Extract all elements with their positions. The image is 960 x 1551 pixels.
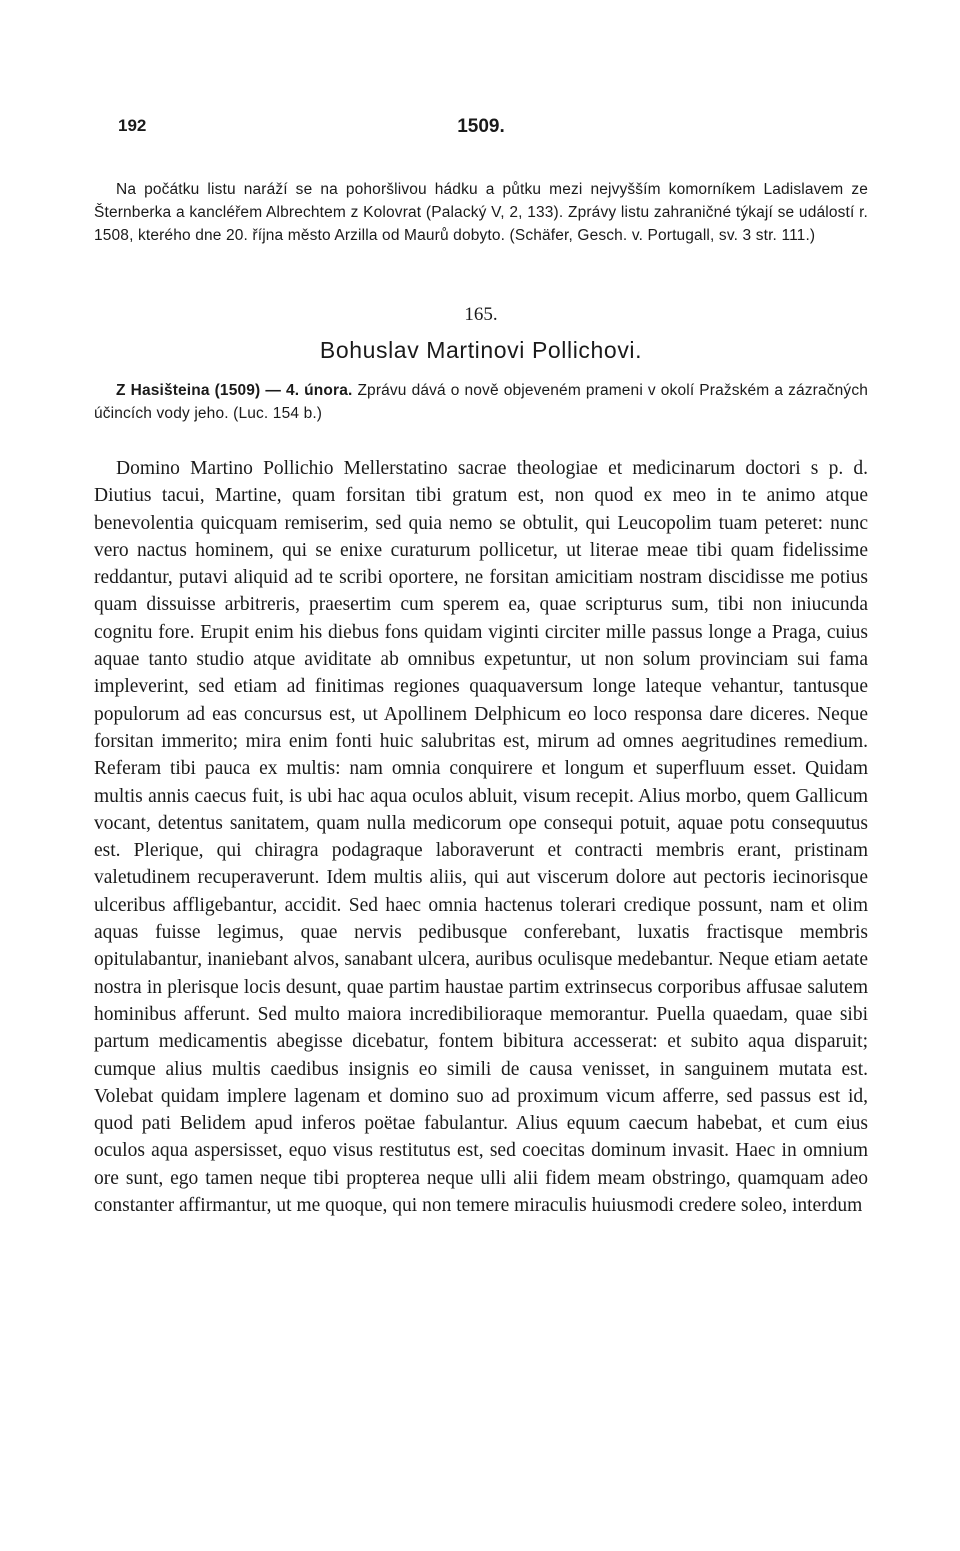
page-number: 192 [118,116,147,135]
letter-regest [94,379,868,425]
regest-text: Zprávu dává o nově objeveném prameni v okolí Pražském a zázračných účincích vody jeho. (Luc. 154 b.) [94,382,868,422]
intro-note: Na počátku listu naráží se na pohoršlivou hádku a půtku mezi nejvyšším komorníkem Ladislavem ze Šternberka a kancléřem Albrechtem z Kolovrat (Palacký V, 2, 133). Zprávy listu zahraničné týkají se událostí r. 1508, kterého dne 20. října město Arzilla od Maurů dobyto. (Schäfer, Gesch. v. Portugall, sv. 3 str. 111.) [94,181,868,244]
regest-place-date: Z Hasišteina (1509) — 4. února. [116,382,353,399]
letter-body: Domino Martino Pollichio Mellerstatino sacrae theologiae et medicinarum doctori s p. d. Diutius tacui, Martine, quam forsitan tibi gratum est, non quod ex meo in te animo atque benevolentia quicquam remiserim, sed quia nemo se obtulit, qui Leucopolim tuam peteret: nunc vero nactus hominem, qui se enixe curaturum pollicetur, ut literae meae tibi quam fidelissime reddantur, putavi aliquid ad te scribi oportere, ne forsitan amicitiam nostram discidisse me potius quam dissuisse arbitreris, praesertim cum sperem ea, quae scripturus sum, tibi non iniucunda cognitu fore. Erupit enim his diebus fons quidam viginti circiter mille passus longe a Praga, cuius aquae tanto studio atque aviditate ab omnibus expetuntur, ut non solum provinciam sui fama impleverint, sed etiam ad finitimas regiones quaquaversum longe lateque vehantur, tantusque populorum ad eas concursus est, ut Apollinem Delphicum eo loco responsa dare diceres. Neque forsitan immerito; mira enim fonti huic salubritas est, mirum ad omnes aegritudines remedium. Referam tibi pauca ex multis: nam omnia conquirere et longum et superfluum esset. Quidam multis annis caecus fuit, is ubi hac aqua oculos abluit, visum recepit. Alius morbo, quem Gallicum vocant, detentus sanitatem, quam nulla medicorum ope consequi potuit, aquae potu consequutus est. Plerique, qui chiragra podagraque laboraverunt et contracti membris erant, pristinam valetudinem recuperaverunt. Idem multis aliis, qui aut viscerum dolore aut pectoris iecinorisque ulceribus affligebantur, accidit. Sed haec omnia hactenus tolerari credique possunt, nam et olim aquas fuisse legimus, quae nervis pedibusque conferebant, luxatis fractisque membris opitulabantur, inaniebant alvos, sanabant ulcera, auribus oculisque medebantur. Neque etiam aetate nostra in plerisque locis desunt, quae partim haustae partim extrinsecus corporibus affusae salutem hominibus afferunt. Sed multo maiora incredibilioraque memorantur. Puella quaedam, quae sibi partum medicamentis abegisse dicebatur, fontem bibitura accesserat: et subito aqua disparuit; cumque alius multis caedibus insignis eo simili de causa venisset, in sanguinem mutata est. Volebat quidam implere lagenam et domino suo ad proximum vicum afferre, sed passus est id, quod pati Belidem apud inferos poëtae fabulantur. Alius equum caecum habebat, et cum eius oculos aqua aspersisset, equo visus restitutus est, sed coecitas dominum invasit. Haec in omnium ore sunt, ego tamen neque tibi propterea neque ulli alii fidem meam obstringo, quamquam adeo constanter affirmantur, ut me quoque, qui non temere miraculis huiusmodi credere soleo, interdum [94,458,868,1217]
letter-number: 165. [464,304,498,325]
page [94,112,868,1239]
running-head [94,112,868,142]
letter-title: Bohuslav Martinovi Pollichovi. [319,337,643,363]
running-year: 1509. [457,116,505,137]
